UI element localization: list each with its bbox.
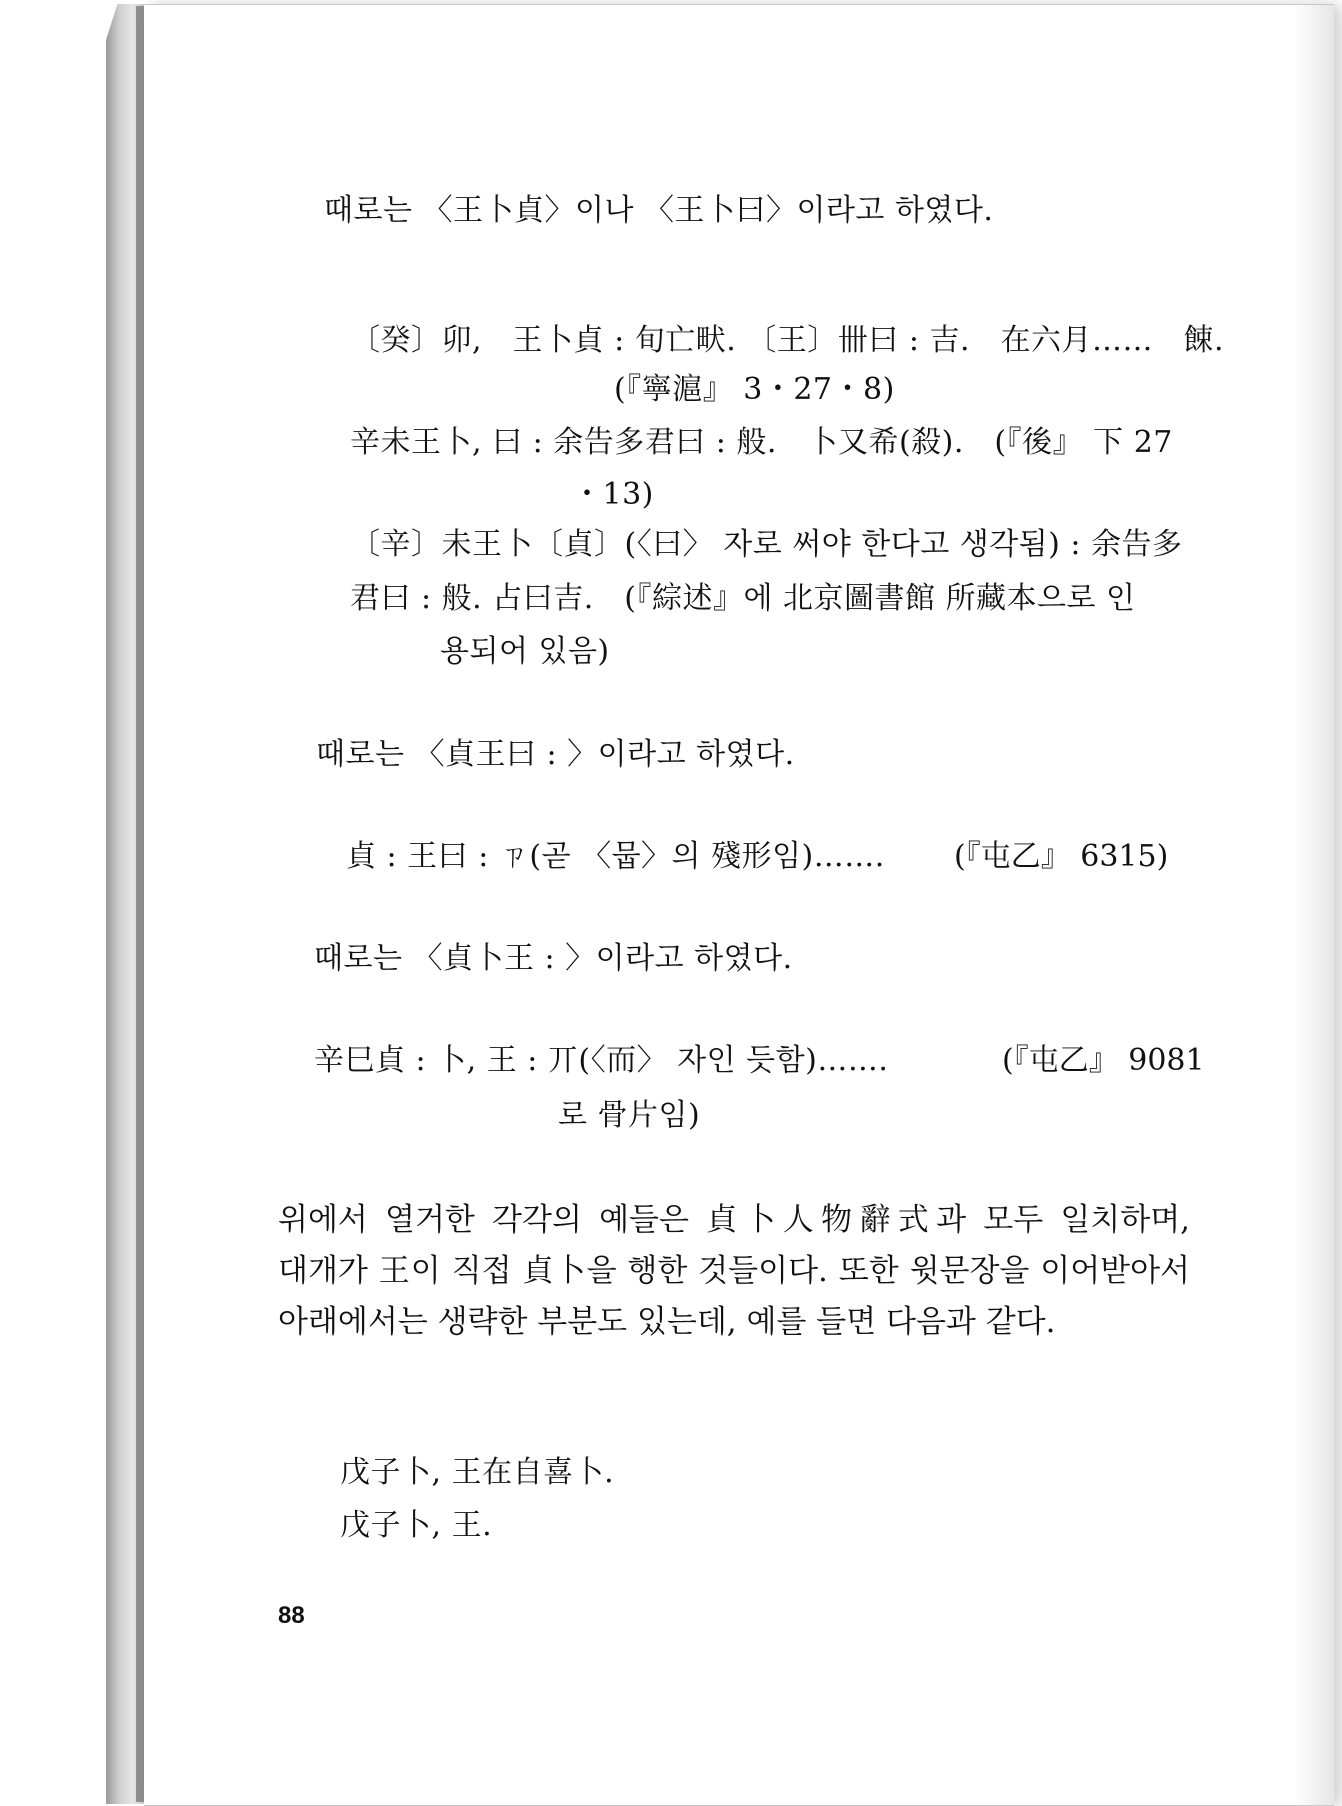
example-line: 君曰 : 般. 占曰吉. (『綜述』에 北京圖書館 所藏本으로 인: [350, 581, 1136, 616]
example-citation: 로 骨片임): [558, 1098, 701, 1133]
example-citation: ・13): [572, 477, 654, 512]
example-citation: (『屯乙』 9081: [1002, 1043, 1205, 1078]
example-line: 〔癸〕卯, 王卜貞 : 旬亡畎. 〔王〕卌曰 : 吉. 在六月…… 餗.: [350, 323, 1225, 358]
example-line: 戊子卜, 王.: [340, 1508, 493, 1543]
document-page: [144, 4, 1334, 1806]
body-paragraph: 위에서 열거한 각각의 예들은 貞卜人物辭式과 모두 일치하며, 대개가 王이 직접 貞卜을 행한 것들이다. 또한 윗문장을 이어받아서 아래에서는 생략한 부분도 있는데, 예를 들면 다음과 같다.: [278, 1202, 1190, 1340]
example-line: 辛巳貞 : 卜, 王 : 丌(〈而〉 자인 듯함)…….: [314, 1043, 889, 1078]
page-edge-shadow: [1294, 5, 1334, 1805]
text-line: 때로는 〈貞王曰 : 〉이라고 하였다.: [316, 737, 795, 772]
example-citation: (『屯乙』 6315): [954, 839, 1169, 874]
text-line: 때로는 〈王卜貞〉이나 〈王卜曰〉이라고 하였다.: [324, 193, 994, 228]
example-line: 辛未王卜, 曰 : 余告多君曰 : 般. 卜又希(殺). (『後』 下 27: [350, 425, 1173, 460]
page-number: 88: [278, 1602, 305, 1629]
book-spine-edge: [136, 6, 144, 1802]
example-line: 貞 : 王曰 : ㄗ(곧 〈뭅〉의 殘形임)…….: [346, 839, 885, 874]
example-citation: (『寧滬』 3・27・8): [614, 372, 895, 407]
text-line: 때로는 〈貞卜王 : 〉이라고 하였다.: [314, 941, 793, 976]
example-line: 〔辛〕未王卜〔貞〕(〈曰〉 자로 써야 한다고 생각됨) : 余告多: [350, 527, 1183, 562]
example-line: 용되어 있음): [440, 634, 610, 669]
example-line: 戊子卜, 王在自喜卜.: [340, 1455, 615, 1490]
